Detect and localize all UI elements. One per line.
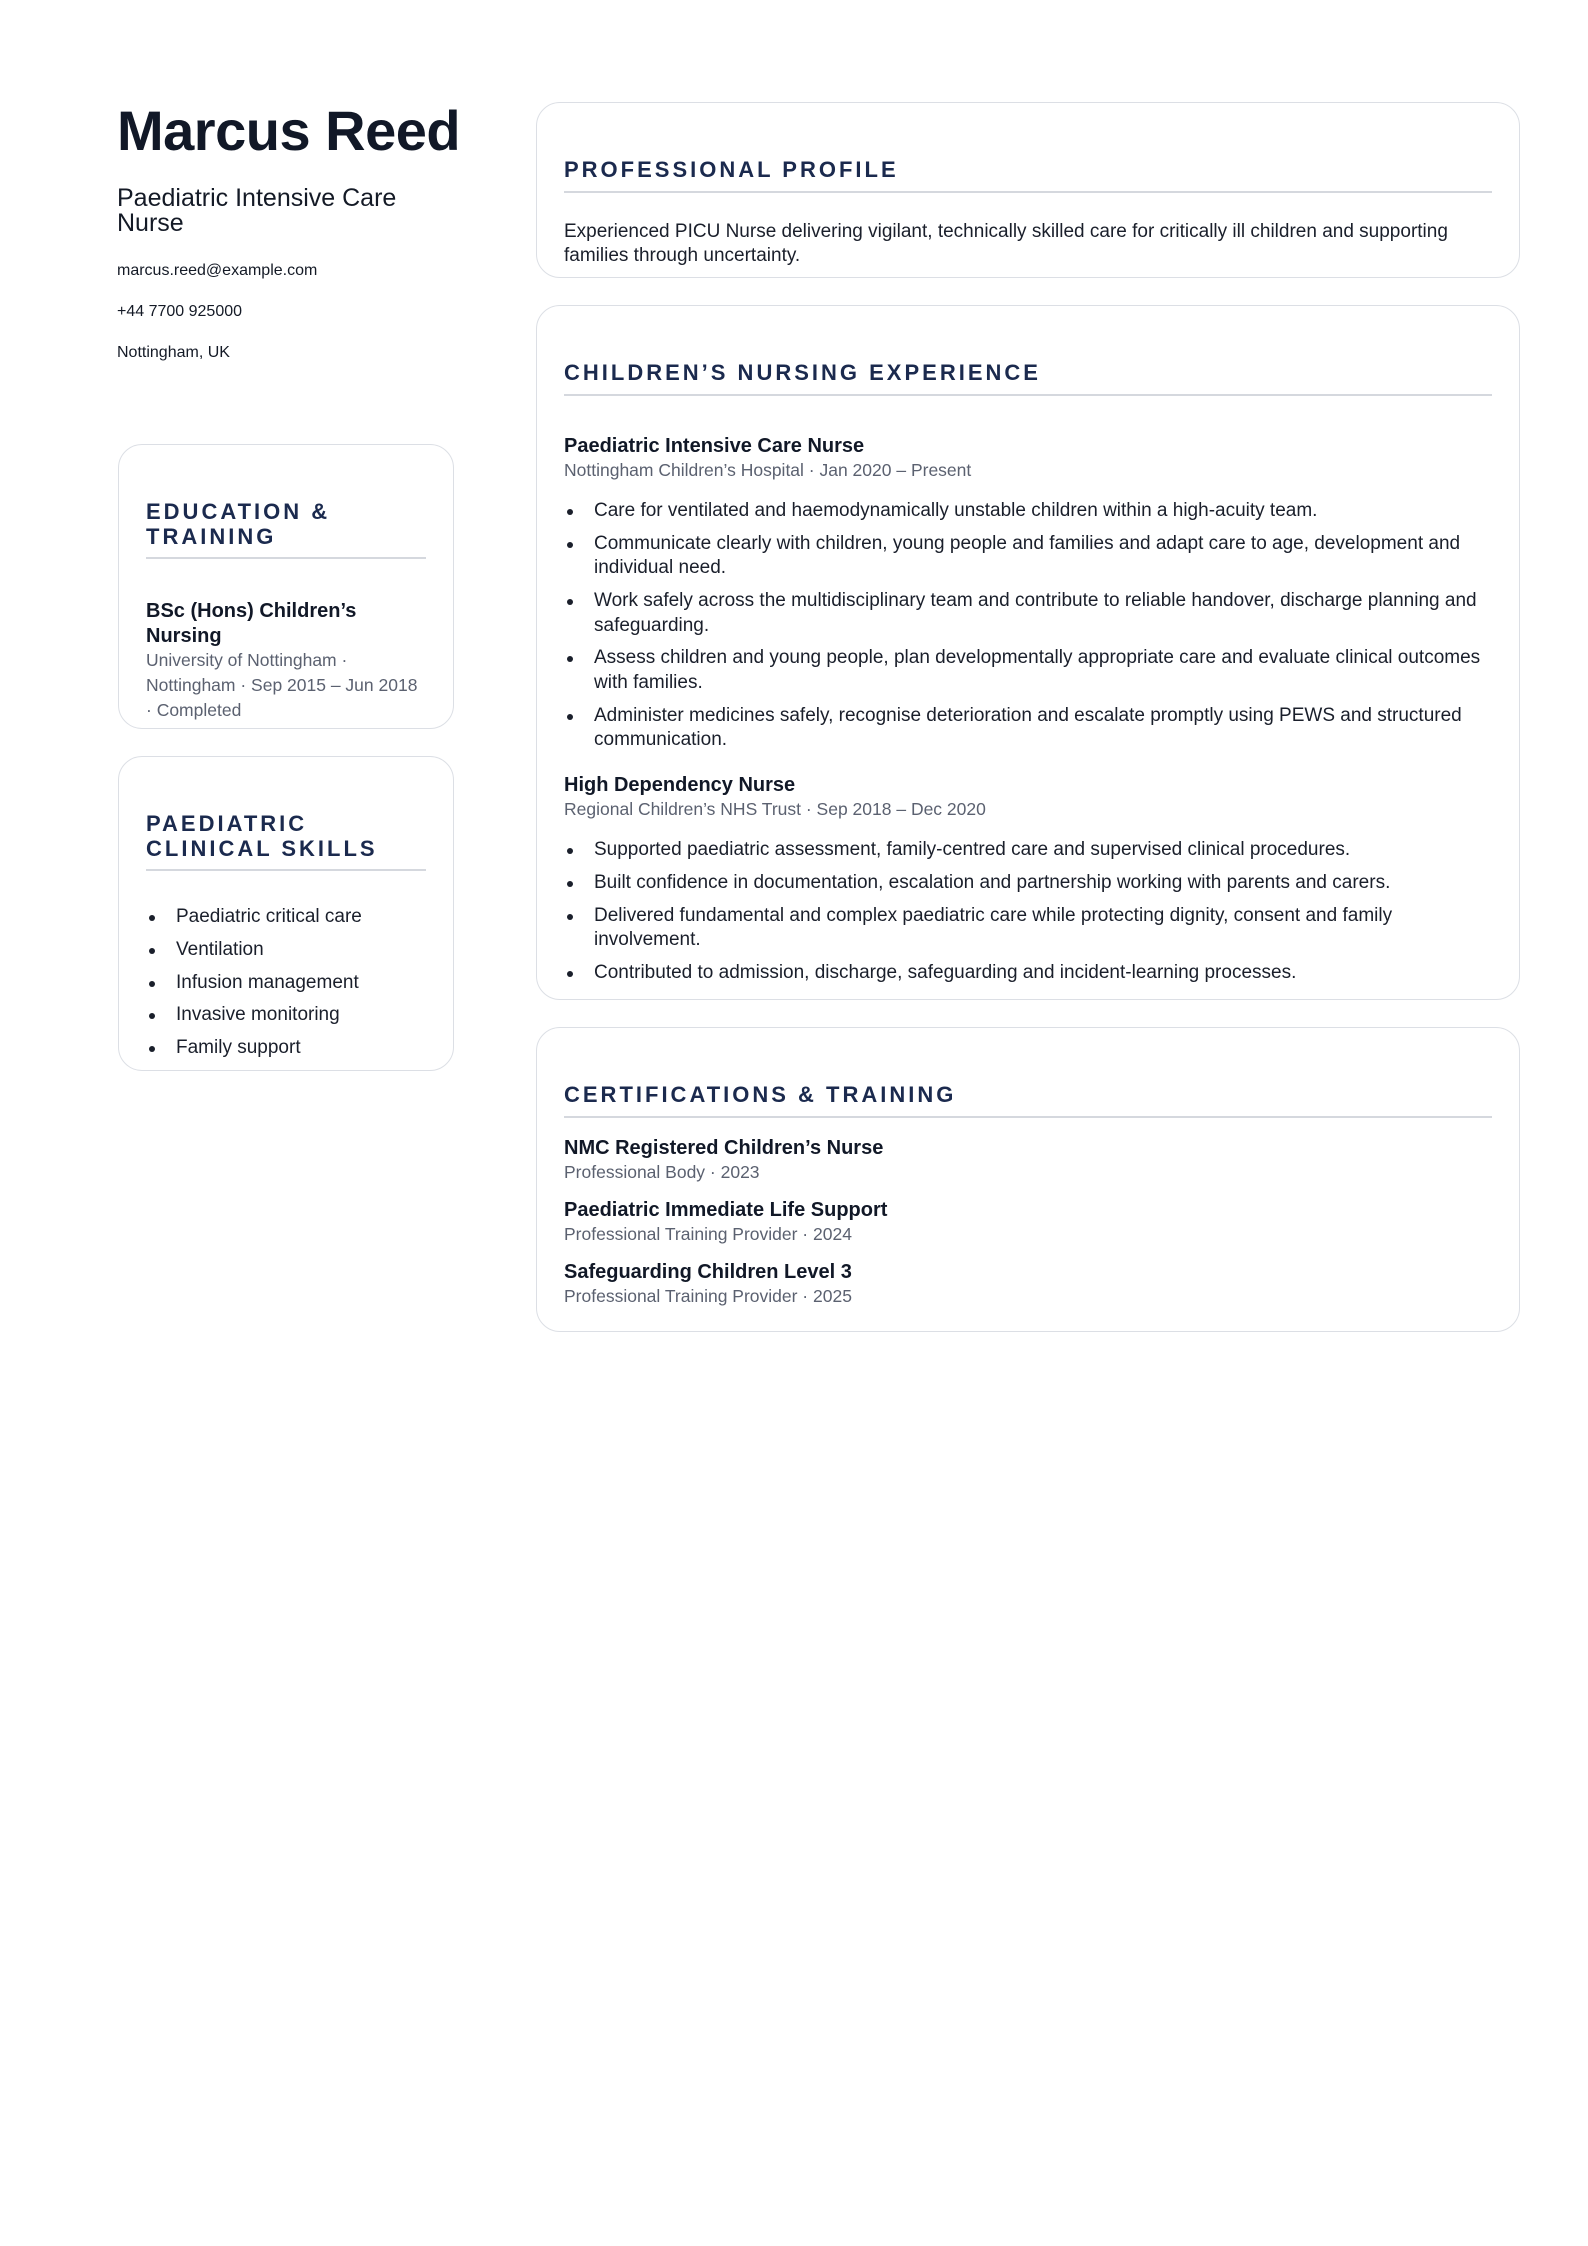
job-title: High Dependency Nurse [564, 774, 796, 797]
education-details: University of Nottingham · Nottingham · Sep 2015 – Jun 2018 · Completed [146, 650, 418, 720]
job-meta: Nottingham Children’s Hospital · Jan 2020 – Present [564, 460, 972, 481]
skill-item: Invasive monitoring [176, 1003, 426, 1028]
candidate-role: Paediatric Intensive Care Nurse [117, 183, 397, 237]
skills-card [118, 756, 454, 1071]
job-bullet: Assess children and young people, plan developmentally appropriate care and evaluate clinical outcomes with families. [594, 646, 1492, 695]
education-degree: BSc (Hons) Children’s Nursing [146, 600, 357, 647]
contact-list [117, 261, 451, 384]
sidebar-header [117, 99, 461, 384]
profile-section-title: PROFESSIONAL PROFILE [564, 157, 899, 182]
contact-location: Nottingham, UK [117, 343, 230, 361]
skill-item: Paediatric critical care [176, 905, 426, 930]
cert-name: Safeguarding Children Level 3 [564, 1261, 852, 1284]
cert-name: Paediatric Immediate Life Support [564, 1198, 888, 1221]
cert-meta: Professional Training Provider · 2024 [564, 1224, 852, 1245]
job-bullet: Delivered fundamental and complex paediatric care while protecting dignity, consent and family involvement. [594, 904, 1492, 953]
skill-item: Ventilation [176, 938, 426, 963]
skill-item: Infusion management [176, 971, 426, 996]
section-divider [564, 191, 1492, 193]
cert-entry [564, 1136, 1492, 1185]
job-bullets [564, 838, 1492, 985]
section-divider [146, 557, 426, 559]
job-meta: Regional Children’s NHS Trust · Sep 2018 – Dec 2020 [564, 799, 986, 820]
job-bullet: Administer medicines safely, recognise deterioration and escalate promptly using PEWS and structured communication. [594, 704, 1492, 753]
profile-card [536, 102, 1520, 278]
job-bullet: Care for ventilated and haemodynamically unstable children within a high-acuity team. [594, 499, 1492, 524]
job-bullet: Communicate clearly with children, young people and families and adapt care to age, development and individual need. [594, 532, 1492, 581]
profile-summary: Experienced PICU Nurse delivering vigilant, technically skilled care for critically ill children and supporting families through uncertainty. [564, 220, 1448, 267]
cert-name: NMC Registered Children’s Nurse [564, 1136, 884, 1159]
certifications-section-title: CERTIFICATIONS & TRAINING [564, 1082, 957, 1107]
section-divider [564, 1116, 1492, 1118]
education-section-title: EDUCATION & TRAINING [146, 499, 331, 549]
job-bullets [564, 499, 1492, 753]
section-divider [146, 869, 426, 871]
job-bullet: Built confidence in documentation, escalation and partnership working with parents and carers. [594, 871, 1492, 896]
cert-entry [564, 1198, 1492, 1247]
section-divider [564, 394, 1492, 396]
certifications-card [536, 1027, 1520, 1332]
job-bullet: Supported paediatric assessment, family-centred care and supervised clinical procedures. [594, 838, 1492, 863]
candidate-name: Marcus Reed [117, 99, 461, 162]
skills-section-title: PAEDIATRIC CLINICAL SKILLS [146, 811, 378, 861]
contact-phone: +44 7700 925000 [117, 302, 243, 320]
education-card [118, 444, 454, 729]
skill-item: Family support [176, 1036, 426, 1061]
job-entry [564, 773, 1492, 986]
experience-section-title: CHILDREN’S NURSING EXPERIENCE [564, 360, 1041, 385]
job-bullet: Contributed to admission, discharge, safeguarding and incident-learning processes. [594, 961, 1492, 986]
contact-email: marcus.reed@example.com [117, 261, 318, 279]
experience-card [536, 305, 1520, 1000]
job-entry [564, 434, 1492, 753]
job-bullet: Work safely across the multidisciplinary team and contribute to reliable handover, discharge planning and safeguarding. [594, 589, 1492, 638]
cert-meta: Professional Training Provider · 2025 [564, 1286, 852, 1307]
skills-list [146, 905, 426, 1060]
job-title: Paediatric Intensive Care Nurse [564, 434, 865, 457]
cert-meta: Professional Body · 2023 [564, 1162, 760, 1183]
cert-entry [564, 1260, 1492, 1309]
